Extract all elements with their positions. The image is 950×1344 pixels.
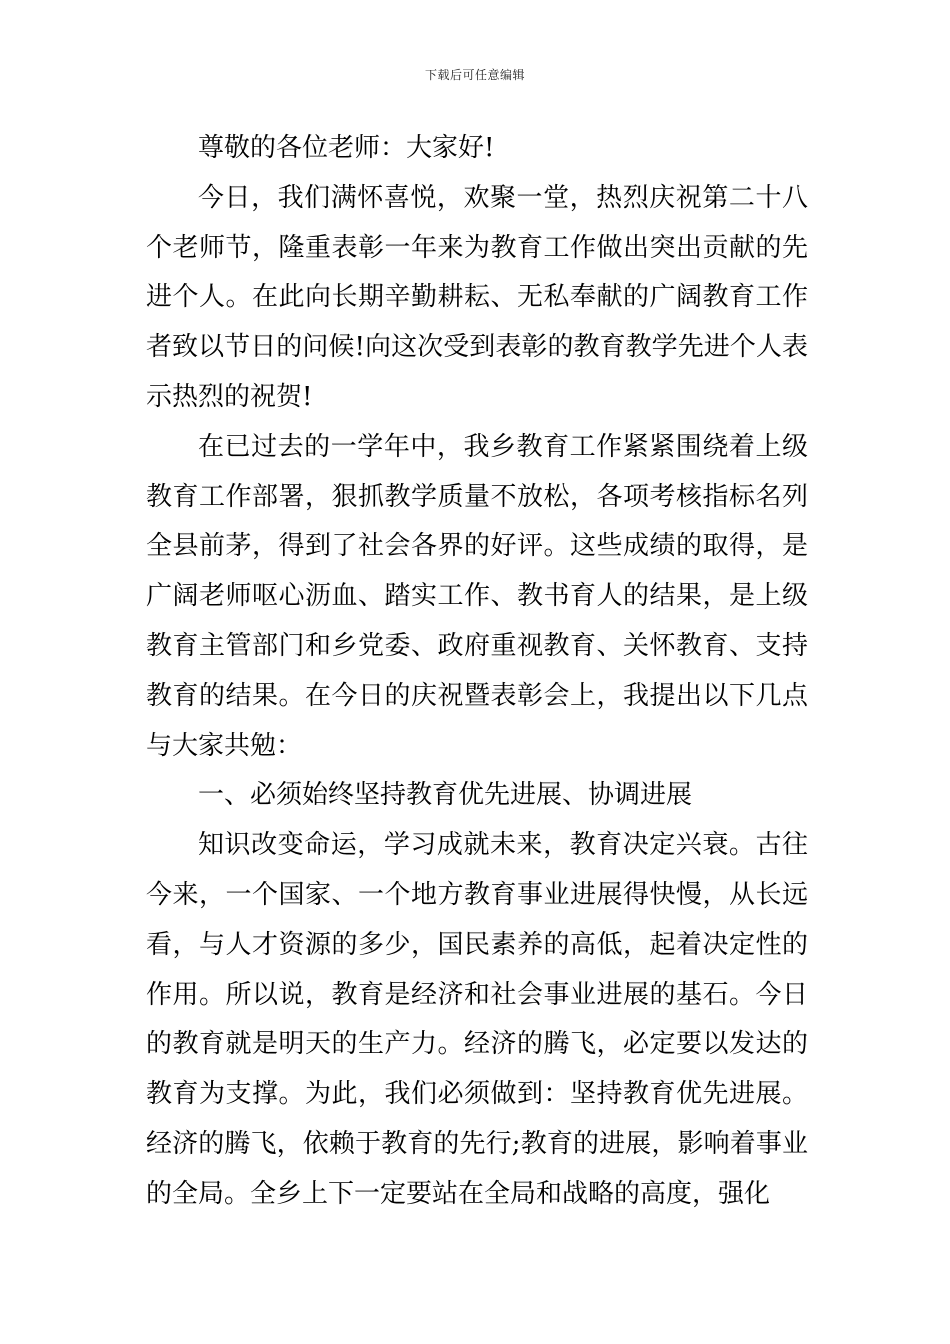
document-body (146, 124, 808, 1220)
greeting-paragraph: 尊敬的各位老师：大家好! (198, 133, 495, 163)
opening-paragraph: 今日，我们满怀喜悦，欢聚一堂，热烈庆祝第二十八个老师节，隆重表彰一年来为教育工作做出突出贡献的先进个人。在此向长期辛勤耕耘、无私奉献的广阔教育工作者致以节日的问候!向这次受到表彰的教育教学先进个人表示热烈的祝贺! (146, 182, 808, 412)
section-1-paragraph: 知识改变命运，学习成就未来，教育决定兴衰。古往今来，一个国家、一个地方教育事业进展得快慢，从长远看，与人才资源的多少，国民素养的高低，起着决定性的作用。所以说，教育是经济和社会事业进展的基石。今日的教育就是明天的生产力。经济的腾飞，必定要以发达的教育为支撑。为此，我们必须做到：坚持教育优先进展。经济的腾飞，依赖于教育的先行;教育的进展，影响着事业的全局。全乡上下一定要站在全局和战略的高度，强化 (146, 830, 808, 1209)
achievements-paragraph: 在已过去的一学年中，我乡教育工作紧紧围绕着上级教育工作部署，狠抓教学质量不放松，各项考核指标名列全县前茅，得到了社会各界的好评。这些成绩的取得，是广阔老师呕心沥血、踏实工作、教书育人的结果，是上级教育主管部门和乡党委、政府重视教育、关怀教育、支持教育的结果。在今日的庆祝暨表彰会上，我提出以下几点与大家共勉： (146, 431, 808, 761)
header-note: 下载后可任意编辑 (424, 68, 525, 82)
section-heading-1: 一、必须始终坚持教育优先进展、协调进展 (198, 780, 693, 811)
